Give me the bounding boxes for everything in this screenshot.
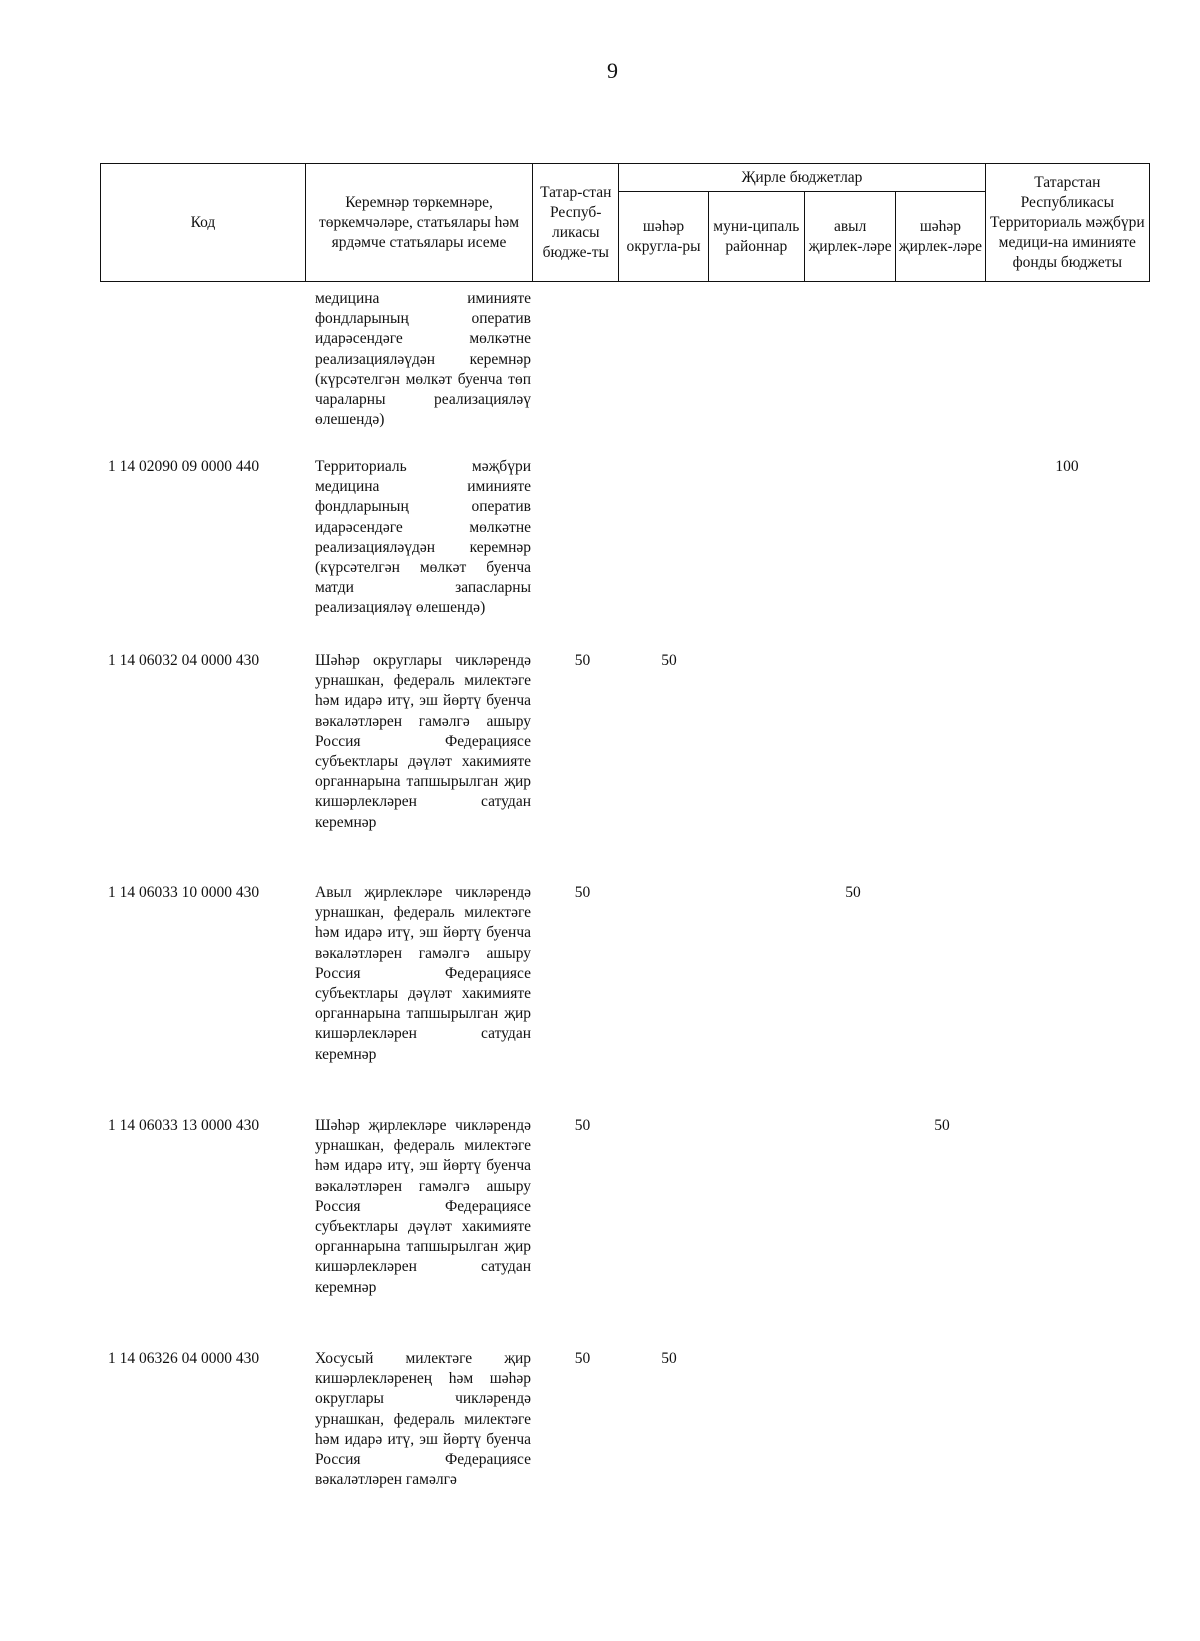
row-code: 1 14 06326 04 0000 430 [108, 1350, 260, 1367]
header-code: Код [101, 164, 306, 282]
row-fund-value: 100 [1055, 458, 1079, 475]
row-name: Территориаль мәҗбүри медицина иминияте фондларының оператив идарәсендәге мөлкәтне реализацияләүдән керемнәр (күрсәтелгән мөлкәт буенча матди запасларны реализацияләү өлешендә) [315, 458, 531, 617]
row-rural-value: 50 [845, 884, 861, 901]
header-local-budgets: Җирле бюджетлар [619, 164, 985, 192]
header-city-districts: шәһәр округла-ры [619, 192, 708, 282]
header-urban-settlements: шәһәр җирлек-ләре [896, 192, 985, 282]
header-fund-budget: Татарстан Республикасы Территориаль мәҗбүри медици-на иминияте фонды бюджеты [985, 164, 1149, 282]
page-number: 9 [607, 58, 618, 83]
header-municipal-districts: муни-ципаль районнар [708, 192, 804, 282]
header-name: Керемнәр төркемнәре, төркемчәләре, статьялары һәм ярдәмче статьялары исеме [305, 164, 532, 282]
header-rural-settlements: авыл җирлек-ләре [804, 192, 895, 282]
row-name: Хосусый милектәге җир кишәрлекләренең һәм шәһәр округлары чикләрендә урнашкан, федераль милектәге һәм идарә итү, эш йөртү буенча Россия Федерациясе вәкаләтләрен гамәлгә [315, 1350, 531, 1489]
row-rt-value: 50 [574, 884, 591, 901]
header-rt-budget: Татар-стан Респуб-ликасы бюдже-ты [533, 164, 619, 282]
row-name: Авыл җирлекләре чикләрендә урнашкан, федераль милектәге һәм идарә итү, эш йөртү буенча вәкаләтләрен гамәлгә ашыру Россия Федерациясе субъектлары дәүләт хакимияте органнарына тапшырылган җир кишәрлекләрен сатудан керемнәр [315, 884, 531, 1063]
table-header [100, 163, 1150, 282]
row-code: 1 14 06033 10 0000 430 [108, 884, 260, 901]
row-code: 1 14 02090 09 0000 440 [108, 458, 260, 475]
row-rt-value: 50 [574, 652, 591, 669]
row-okrug-value: 50 [661, 652, 677, 669]
row-rt-value: 50 [574, 1117, 591, 1134]
row-okrug-value: 50 [661, 1350, 677, 1367]
row-code: 1 14 06033 13 0000 430 [108, 1117, 260, 1134]
row-rt-value: 50 [574, 1350, 591, 1367]
row-urban-value: 50 [934, 1117, 950, 1134]
row-name: Шәһәр округлары чикләрендә урнашкан, федераль милектәге һәм идарә итү, эш йөртү буенча вәкаләтләрен гамәлгә ашыру Россия Федерациясе субъектлары дәүләт хакимияте органнарына тапшырылган җир кишәрлекләрен сатудан керемнәр [315, 652, 531, 831]
row-code: 1 14 06032 04 0000 430 [108, 652, 260, 669]
row-name: медицина иминияте фондларының оператив идарәсендәге мөлкәтне реализацияләүдән керемнәр (күрсәтелгән мөлкәт буенча төп чараларны реализацияләү өлешендә) [315, 290, 531, 429]
row-name: Шәһәр җирлекләре чикләрендә урнашкан, федераль милектәге һәм идарә итү, эш йөртү буенча вәкаләтләрен гамәлгә ашыру Россия Федерациясе субъектлары дәүләт хакимияте органнарына тапшырылган җир кишәрлекләрен сатудан керемнәр [315, 1117, 531, 1296]
